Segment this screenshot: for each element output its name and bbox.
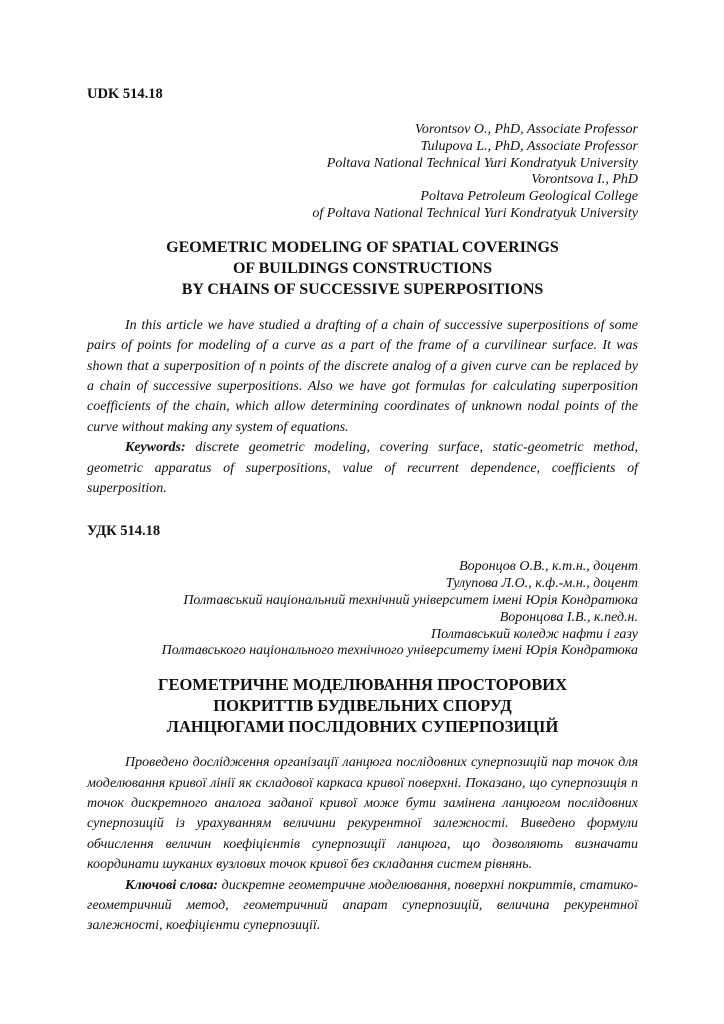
author-line: Воронцова І.В., к.пед.н. <box>499 609 638 625</box>
keywords-text-ua: дискретне геометричне моделювання, поверхні покриттів, статико-геометричний метод, геометричний апарат суперпозицій, величина рекурентної залежності, коефіцієнти суперпозиції. <box>87 877 638 934</box>
keywords-en <box>87 438 638 499</box>
keywords-label-ua: Ключові слова: <box>125 877 219 893</box>
paper-title-ua <box>87 674 638 737</box>
abstract-en: In this article we have studied a drafting of a chain of successive superpositions of some pairs of points for modeling of a curve as a part of the frame of a curvilinear surface. It was shown that a superposition of n points of the discrete analog of a given curve can be replaced by a chain of successive superpositions. Also we have got formulas for calculating superposition coefficients of the chain, which allow determining coordinates of unknown nodal points of the curve without making any system of equations. <box>87 317 638 435</box>
author-affiliation: Полтавський національний технічний університет імені Юрія Кондратюка <box>183 593 638 609</box>
author-line: Воронцов О.В., к.т.н., доцент <box>459 559 638 575</box>
abstract-ua: Проведено дослідження організації ланцюга послідовних суперпозицій пар точок для моделювання кривої лінії як складової каркаса кривої поверхні. Показано, що суперпозиція n точок дискретного аналога заданої кривої може бути замінена ланцюгом послідовних суперпозицій із урахуванням величини рекурентної залежності. Виведено формули обчислення величин коефіцієнтів суперпозиції ланцюга, що дозволяють визначати координати шуканих вузлових точок кривої без складання систем рівнянь. <box>87 755 638 873</box>
author-line: Tulupova L., PhD, Associate Professor <box>420 138 638 154</box>
title-line: ПОКРИТТІВ БУДІВЕЛЬНИХ СПОРУД <box>213 696 512 716</box>
author-line: Vorontsov O., PhD, Associate Professor <box>414 122 638 137</box>
author-affiliation: Poltava Petroleum Geological College <box>420 189 638 205</box>
keywords-label-en: Keywords: <box>125 440 186 456</box>
title-line: ГЕОМЕТРИЧНЕ МОДЕЛЮВАННЯ ПРОСТОРОВИХ <box>157 675 568 695</box>
keywords-text-en: discrete geometric modeling, covering surface, static-geometric method, geometric apparatus of superpositions, value of recurrent dependence, coefficients of superposition. <box>87 440 638 497</box>
author-affiliation: of Poltava National Technical Yuri Kondratyuk University <box>312 205 638 221</box>
authors-block-ua <box>87 559 638 660</box>
author-affiliation: Полтавський коледж нафти і газу <box>430 626 638 642</box>
title-line: BY CHAINS OF SUCCESSIVE SUPERPOSITIONS <box>181 280 544 298</box>
author-line: Тулупова Л.О., к.ф.-м.н., доцент <box>445 576 638 592</box>
author-affiliation: Полтавського національного технічного університету імені Юрія Кондратюка <box>161 643 638 659</box>
title-line: GEOMETRIC MODELING OF SPATIAL COVERINGS <box>166 238 559 256</box>
udk-number-ua: УДК 514.18 <box>87 523 161 540</box>
keywords-ua <box>87 876 638 937</box>
paper-title-en <box>87 237 638 300</box>
author-affiliation: Poltava National Technical Yuri Kondratyuk University <box>326 155 638 171</box>
author-line: Vorontsova I., PhD <box>531 172 638 188</box>
authors-block-en <box>87 122 638 223</box>
title-line: ЛАНЦЮГАМИ ПОСЛІДОВНИХ СУПЕРПОЗИЦІЙ <box>166 717 559 737</box>
udk-number-en: UDK 514.18 <box>87 86 163 102</box>
title-line: OF BUILDINGS CONSTRUCTIONS <box>232 259 492 277</box>
